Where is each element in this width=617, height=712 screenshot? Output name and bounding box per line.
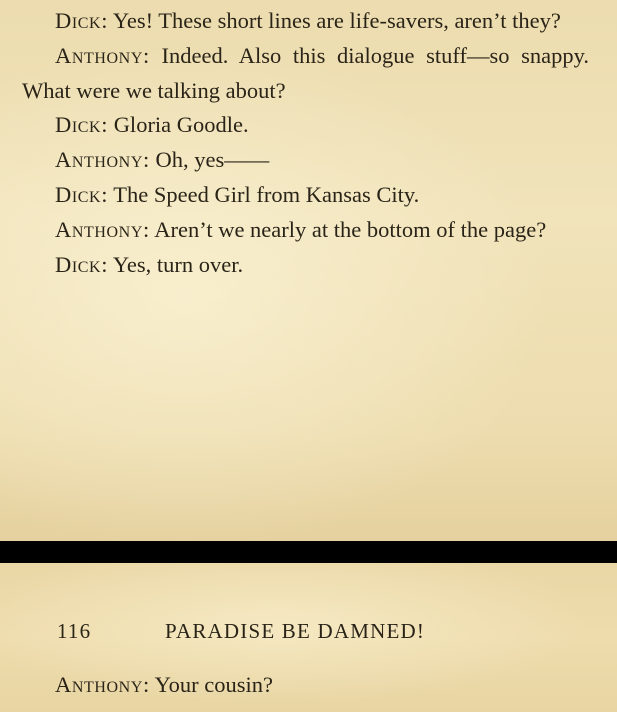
book-page-bottom bbox=[0, 563, 617, 712]
dialogue-line bbox=[22, 668, 589, 703]
speaker-name: Anthony: bbox=[55, 672, 150, 697]
speaker-name: Dick: bbox=[55, 251, 109, 277]
speaker-name: Anthony: bbox=[55, 147, 150, 173]
running-head-title: PARADISE BE DAMNED! bbox=[165, 619, 426, 643]
dialogue-speech: The Speed Girl from Kansas City. bbox=[113, 181, 420, 207]
page-number: 116 bbox=[57, 619, 92, 643]
speaker-name: Dick: bbox=[55, 112, 109, 138]
dialogue-line bbox=[22, 248, 589, 283]
speaker-name: Anthony: bbox=[55, 216, 150, 242]
dialogue-speech: Indeed. Also this dialogue stuff—so snappy. What were we talking about? bbox=[22, 42, 590, 103]
dialogue-text bbox=[22, 4, 589, 282]
dialogue-line bbox=[22, 39, 589, 109]
dialogue-speech: Yes! These short lines are life-savers, aren’t they? bbox=[112, 8, 561, 33]
dialogue-speech: Aren’t we nearly at the bottom of the page? bbox=[154, 216, 547, 242]
dialogue-speech: Yes, turn over. bbox=[112, 251, 244, 277]
dialogue-line bbox=[22, 213, 589, 248]
dialogue-line bbox=[22, 178, 589, 213]
dialogue-line bbox=[22, 4, 589, 39]
speaker-name: Dick: bbox=[55, 181, 109, 207]
page-divider bbox=[0, 541, 617, 563]
speaker-name: Dick: bbox=[55, 8, 109, 33]
speaker-name: Anthony: bbox=[55, 42, 150, 68]
dialogue-text bbox=[22, 668, 589, 703]
dialogue-speech: Your cousin? bbox=[154, 672, 274, 697]
dialogue-speech: Gloria Goodle. bbox=[113, 112, 249, 138]
page-header bbox=[57, 619, 577, 644]
dialogue-line bbox=[22, 143, 589, 178]
dialogue-line bbox=[22, 108, 589, 143]
dialogue-speech: Oh, yes—— bbox=[155, 147, 270, 173]
